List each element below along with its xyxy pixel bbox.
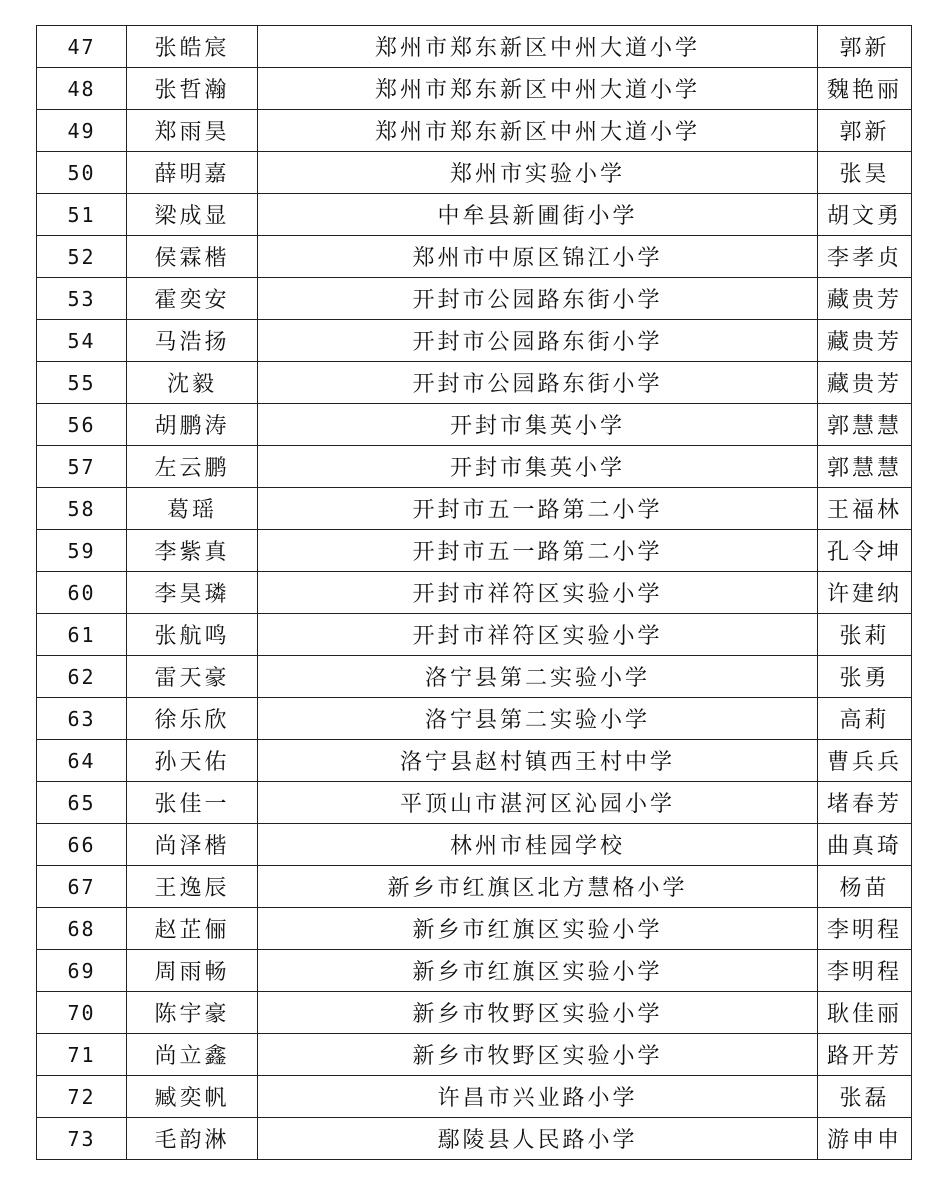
school-name: 开封市五一路第二小学 <box>258 530 818 572</box>
award-roster-table <box>36 25 912 1160</box>
table-row <box>37 362 912 404</box>
student-name: 张航鸣 <box>127 614 258 656</box>
student-name: 王逸辰 <box>127 866 258 908</box>
school-name: 许昌市兴业路小学 <box>258 1076 818 1118</box>
table-row <box>37 320 912 362</box>
table-row <box>37 26 912 68</box>
row-number: 51 <box>37 194 127 236</box>
row-number: 55 <box>37 362 127 404</box>
table-row <box>37 1118 912 1160</box>
student-name: 梁成显 <box>127 194 258 236</box>
table-row <box>37 194 912 236</box>
school-name: 新乡市红旗区北方慧格小学 <box>258 866 818 908</box>
row-number: 59 <box>37 530 127 572</box>
teacher-name: 孔令坤 <box>818 530 912 572</box>
teacher-name: 曹兵兵 <box>818 740 912 782</box>
row-number: 53 <box>37 278 127 320</box>
teacher-name: 郭慧慧 <box>818 446 912 488</box>
table-row <box>37 404 912 446</box>
school-name: 洛宁县第二实验小学 <box>258 656 818 698</box>
table-row <box>37 656 912 698</box>
teacher-name: 李明程 <box>818 950 912 992</box>
school-name: 开封市集英小学 <box>258 404 818 446</box>
row-number: 63 <box>37 698 127 740</box>
school-name: 开封市五一路第二小学 <box>258 488 818 530</box>
school-name: 洛宁县赵村镇西王村中学 <box>258 740 818 782</box>
teacher-name: 堵春芳 <box>818 782 912 824</box>
student-name: 尚立鑫 <box>127 1034 258 1076</box>
teacher-name: 魏艳丽 <box>818 68 912 110</box>
school-name: 中牟县新圃街小学 <box>258 194 818 236</box>
student-name: 郑雨昊 <box>127 110 258 152</box>
teacher-name: 郭新 <box>818 26 912 68</box>
table-row <box>37 992 912 1034</box>
table-row <box>37 614 912 656</box>
table-row <box>37 68 912 110</box>
school-name: 郑州市中原区锦江小学 <box>258 236 818 278</box>
school-name: 郑州市郑东新区中州大道小学 <box>258 68 818 110</box>
table-row <box>37 572 912 614</box>
table-row <box>37 530 912 572</box>
student-name: 侯霖楷 <box>127 236 258 278</box>
teacher-name: 李孝贞 <box>818 236 912 278</box>
teacher-name: 藏贵芳 <box>818 362 912 404</box>
teacher-name: 郭新 <box>818 110 912 152</box>
student-name: 胡鹏涛 <box>127 404 258 446</box>
school-name: 开封市公园路东街小学 <box>258 278 818 320</box>
teacher-name: 藏贵芳 <box>818 320 912 362</box>
teacher-name: 胡文勇 <box>818 194 912 236</box>
row-number: 49 <box>37 110 127 152</box>
teacher-name: 曲真琦 <box>818 824 912 866</box>
table-row <box>37 740 912 782</box>
school-name: 开封市祥符区实验小学 <box>258 572 818 614</box>
table-row <box>37 152 912 194</box>
teacher-name: 路开芳 <box>818 1034 912 1076</box>
row-number: 71 <box>37 1034 127 1076</box>
teacher-name: 张昊 <box>818 152 912 194</box>
school-name: 开封市公园路东街小学 <box>258 320 818 362</box>
school-name: 新乡市牧野区实验小学 <box>258 992 818 1034</box>
school-name: 开封市祥符区实验小学 <box>258 614 818 656</box>
student-name: 尚泽楷 <box>127 824 258 866</box>
row-number: 66 <box>37 824 127 866</box>
school-name: 郑州市郑东新区中州大道小学 <box>258 26 818 68</box>
row-number: 70 <box>37 992 127 1034</box>
teacher-name: 许建纳 <box>818 572 912 614</box>
table-row <box>37 950 912 992</box>
row-number: 50 <box>37 152 127 194</box>
student-name: 徐乐欣 <box>127 698 258 740</box>
student-name: 薛明嘉 <box>127 152 258 194</box>
table-row <box>37 1034 912 1076</box>
row-number: 54 <box>37 320 127 362</box>
student-name: 沈毅 <box>127 362 258 404</box>
teacher-name: 郭慧慧 <box>818 404 912 446</box>
teacher-name: 耿佳丽 <box>818 992 912 1034</box>
row-number: 69 <box>37 950 127 992</box>
school-name: 郑州市郑东新区中州大道小学 <box>258 110 818 152</box>
school-name: 鄢陵县人民路小学 <box>258 1118 818 1160</box>
row-number: 73 <box>37 1118 127 1160</box>
student-name: 张佳一 <box>127 782 258 824</box>
row-number: 72 <box>37 1076 127 1118</box>
table-row <box>37 782 912 824</box>
row-number: 67 <box>37 866 127 908</box>
table-row <box>37 278 912 320</box>
student-name: 张皓宸 <box>127 26 258 68</box>
table-row <box>37 698 912 740</box>
table-row <box>37 110 912 152</box>
school-name: 郑州市实验小学 <box>258 152 818 194</box>
teacher-name: 游申申 <box>818 1118 912 1160</box>
row-number: 56 <box>37 404 127 446</box>
teacher-name: 张莉 <box>818 614 912 656</box>
student-name: 孙天佑 <box>127 740 258 782</box>
student-name: 雷天豪 <box>127 656 258 698</box>
row-number: 61 <box>37 614 127 656</box>
school-name: 平顶山市湛河区沁园小学 <box>258 782 818 824</box>
student-name: 左云鹏 <box>127 446 258 488</box>
teacher-name: 王福林 <box>818 488 912 530</box>
school-name: 开封市公园路东街小学 <box>258 362 818 404</box>
table-row <box>37 824 912 866</box>
teacher-name: 藏贵芳 <box>818 278 912 320</box>
school-name: 林州市桂园学校 <box>258 824 818 866</box>
row-number: 64 <box>37 740 127 782</box>
student-name: 张哲瀚 <box>127 68 258 110</box>
student-name: 李昊璘 <box>127 572 258 614</box>
student-name: 毛韵淋 <box>127 1118 258 1160</box>
roster-body <box>37 26 912 1160</box>
table-row <box>37 488 912 530</box>
student-name: 赵芷俪 <box>127 908 258 950</box>
row-number: 48 <box>37 68 127 110</box>
row-number: 58 <box>37 488 127 530</box>
teacher-name: 李明程 <box>818 908 912 950</box>
row-number: 68 <box>37 908 127 950</box>
school-name: 洛宁县第二实验小学 <box>258 698 818 740</box>
table-row <box>37 446 912 488</box>
student-name: 马浩扬 <box>127 320 258 362</box>
teacher-name: 张磊 <box>818 1076 912 1118</box>
row-number: 52 <box>37 236 127 278</box>
table-row <box>37 866 912 908</box>
teacher-name: 杨苗 <box>818 866 912 908</box>
student-name: 李紫真 <box>127 530 258 572</box>
teacher-name: 高莉 <box>818 698 912 740</box>
row-number: 62 <box>37 656 127 698</box>
teacher-name: 张勇 <box>818 656 912 698</box>
row-number: 57 <box>37 446 127 488</box>
school-name: 新乡市牧野区实验小学 <box>258 1034 818 1076</box>
table-row <box>37 236 912 278</box>
student-name: 霍奕安 <box>127 278 258 320</box>
school-name: 开封市集英小学 <box>258 446 818 488</box>
student-name: 葛瑶 <box>127 488 258 530</box>
row-number: 65 <box>37 782 127 824</box>
school-name: 新乡市红旗区实验小学 <box>258 908 818 950</box>
row-number: 60 <box>37 572 127 614</box>
student-name: 周雨畅 <box>127 950 258 992</box>
student-name: 陈宇豪 <box>127 992 258 1034</box>
school-name: 新乡市红旗区实验小学 <box>258 950 818 992</box>
table-row <box>37 908 912 950</box>
row-number: 47 <box>37 26 127 68</box>
table-row <box>37 1076 912 1118</box>
student-name: 臧奕帆 <box>127 1076 258 1118</box>
